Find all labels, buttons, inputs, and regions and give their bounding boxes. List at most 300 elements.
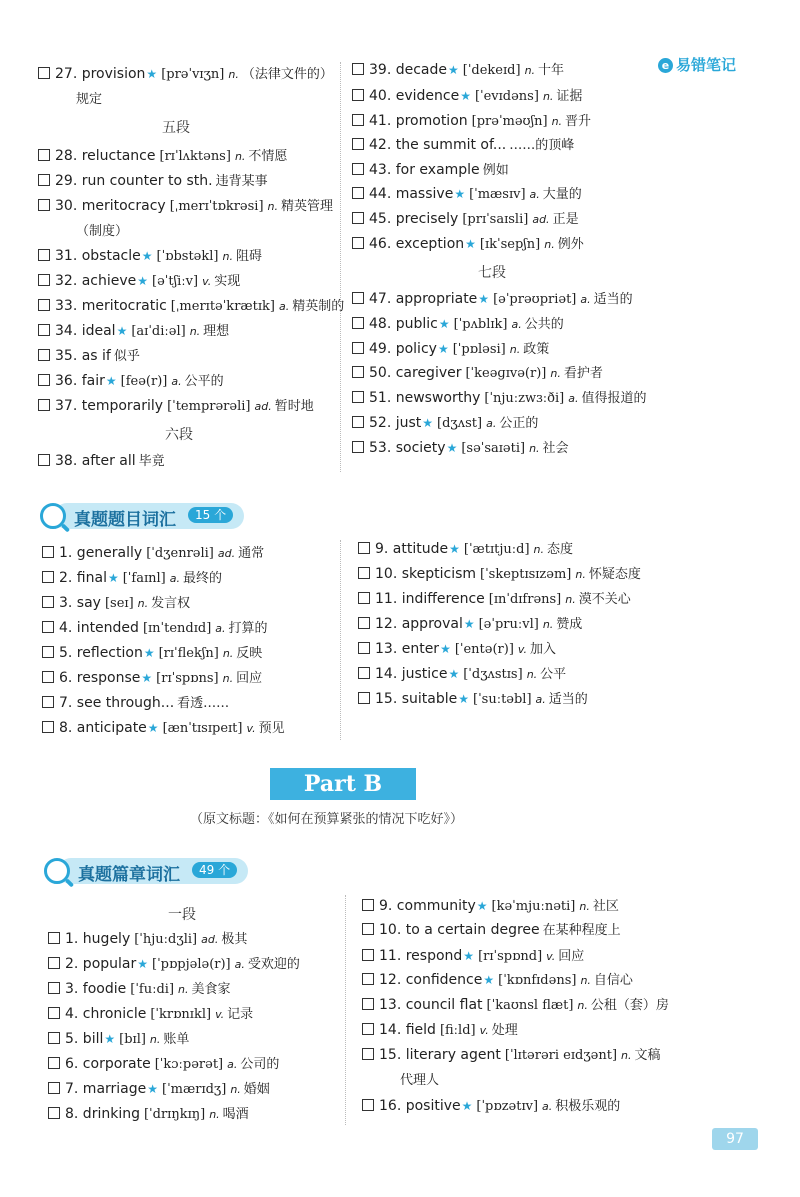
entry-phonetic: [ˈdekeɪd] [462,63,521,78]
vocab-entry [352,363,603,384]
entry-definition: 通常 [238,546,265,561]
entry-definition: 精英制的 [292,299,345,314]
entry-pos: n. [621,1049,632,1062]
star-icon: ★ [463,617,475,631]
entry-phonetic: [ˈnjuːzwɜːði] [484,391,565,406]
checkbox[interactable] [42,571,54,583]
vocab-entry [352,413,538,434]
star-icon: ★ [147,721,159,735]
entry-word: 28. reluctance [55,148,156,164]
checkbox[interactable] [38,249,50,261]
column-divider [340,62,341,472]
entry-word: 9. community [379,898,476,914]
checkbox[interactable] [362,973,374,985]
star-icon: ★ [446,441,458,455]
entry-word: 2. final [59,570,107,586]
entry-word: 1. hugely [65,931,131,947]
vocab-entry [42,618,268,639]
entry-phonetic: [bɪl] [119,1032,146,1047]
entry-pos: a. [529,188,540,201]
checkbox[interactable] [352,89,364,101]
vocab-entry [48,1004,253,1025]
vocab-entry [38,346,140,367]
checkbox[interactable] [38,399,50,411]
checkbox[interactable] [42,621,54,633]
checkbox[interactable] [352,317,364,329]
logo-mark-icon: e [658,58,673,73]
entry-word: 14. justice [375,666,448,682]
section-head-6: 六段 [165,427,193,443]
checkbox[interactable] [42,721,54,733]
entry-phonetic: [ˈkeəɡɪvə(r)] [465,366,547,381]
entry-phonetic: [ˈentə(r)] [454,642,514,657]
vocab-entry [38,321,229,342]
entry-word: 42. the summit of... [369,137,507,153]
entry-pos: a. [486,417,497,430]
star-icon: ★ [458,692,469,706]
entry-word: 8. drinking [65,1106,140,1122]
checkbox[interactable] [48,1082,60,1094]
entry-definition: 适当的 [593,292,633,307]
entry-definition: 公平 [540,667,567,682]
checkbox[interactable] [352,342,364,354]
entry-word: 41. promotion [369,113,468,129]
entry-pos: v. [517,643,527,656]
vocab-entry [38,196,333,217]
entry-word: 34. ideal [55,323,116,339]
entry-definition: 美食家 [191,982,231,997]
checkbox[interactable] [38,149,50,161]
page-number: 97 [712,1128,758,1150]
entry-definition: 极其 [221,932,248,947]
vocab-entry [48,1079,270,1100]
entry-definition: 十年 [538,63,565,78]
entry-definition: 赞成 [556,617,583,632]
entry-definition: 公租（套）房 [590,998,669,1013]
entry-pos: a. [511,318,522,331]
entry-phonetic: [ˌmerɪtəˈkrætɪk] [170,299,275,314]
entry-word: 11. respond [379,948,463,964]
entry-definition: 公平的 [184,374,224,389]
entry-definition: 漠不关心 [578,592,631,607]
entry-phonetic: [ˈɒbstəkl] [156,249,219,264]
vocab-entry [352,234,584,255]
checkbox[interactable] [362,1048,374,1060]
entry-phonetic: [ˈkrɒnɪkl] [150,1007,212,1022]
entry-word: 47. appropriate [369,291,478,307]
entry-phonetic: [kəˈmjuːnəti] [491,899,576,914]
entry-phonetic: [ˈdrɪŋkɪŋ] [143,1107,206,1122]
entry-definition-cont: 代理人 [400,1073,440,1088]
entry-definition: 看透…… [177,696,230,711]
entry-word: 4. chronicle [65,1006,147,1022]
vocab-entry [358,539,573,560]
entry-word: 33. meritocratic [55,298,167,314]
vocab-entry [352,289,633,310]
entry-phonetic: [prɪˈsaɪsli] [462,212,529,227]
star-icon: ★ [440,642,451,656]
entry-pos: ad. [201,933,219,946]
checkbox[interactable] [42,646,54,658]
entry-definition: 适当的 [548,692,588,707]
checkbox[interactable] [358,692,370,704]
entry-word: 3. foodie [65,981,127,997]
vocab-entry [38,171,268,192]
checkbox[interactable] [42,696,54,708]
entry-word: 50. caregiver [369,365,462,381]
checkbox[interactable] [358,617,370,629]
entry-phonetic: [ˈdʒʌstɪs] [463,667,523,682]
magnifier-icon [44,858,70,884]
entry-pos: n. [577,999,588,1012]
checkbox[interactable] [352,292,364,304]
checkbox[interactable] [352,416,364,428]
entry-word: 10. skepticism [375,566,477,582]
checkbox[interactable] [38,67,50,79]
checkbox[interactable] [48,1032,60,1044]
star-icon: ★ [147,1082,159,1096]
entry-definition: 例外 [557,237,584,252]
vocab-entry [48,954,300,975]
star-icon: ★ [104,1032,116,1046]
checkbox[interactable] [48,932,60,944]
entry-phonetic: [aɪˈdiːəl] [131,324,186,339]
banner-title: 真题题目词汇 [74,510,176,530]
vocab-entry [48,1029,189,1050]
entry-pos: v. [479,1024,489,1037]
checkbox[interactable] [38,324,50,336]
entry-definition: 打算的 [228,621,268,636]
checkbox[interactable] [38,349,50,361]
entry-definition-cont: （制度） [76,224,129,239]
entry-definition: 加入 [530,642,557,657]
entry-definition: 积极乐观的 [555,1099,621,1114]
entry-definition: 预见 [258,721,285,736]
star-icon: ★ [460,89,471,103]
entry-pos: a. [171,375,182,388]
entry-phonetic: [ˈpɒzətɪv] [476,1099,539,1114]
vocab-entry [38,451,165,472]
entry-word: 7. marriage [65,1081,147,1097]
entry-definition: 怀疑态度 [588,567,641,582]
checkbox[interactable] [352,163,364,175]
entry-pos: v. [246,722,256,735]
star-icon: ★ [478,292,490,306]
checkbox[interactable] [352,391,364,403]
entry-word: 13. enter [375,641,440,657]
entry-definition: 发言权 [151,596,191,611]
entry-pos: a. [535,693,546,706]
section-head-5: 五段 [162,120,190,136]
entry-word: 2. popular [65,956,137,972]
banner-title: 真题篇章词汇 [78,865,180,885]
entry-definition: 政策 [523,342,550,357]
vocab-entry [352,438,569,459]
entry-definition: 毕竟 [138,454,165,469]
entry-pos: a. [234,958,245,971]
star-icon: ★ [437,342,449,356]
entry-definition: 实现 [214,274,241,289]
entry-definition: ……的顶峰 [509,138,575,153]
star-icon: ★ [465,237,476,251]
checkbox[interactable] [358,642,370,654]
section-head-7: 七段 [478,265,506,281]
entry-definition: 不情愿 [248,149,288,164]
checkbox[interactable] [362,923,374,935]
vocab-entry [352,135,574,156]
entry-definition: 社会 [542,441,569,456]
checkbox[interactable] [42,596,54,608]
vocab-entry [38,396,314,417]
checkbox[interactable] [352,114,364,126]
entry-phonetic: [ˈkɒnfɪdəns] [498,973,577,988]
entry-pos: n. [526,668,538,681]
vocab-entry [362,995,669,1016]
entry-word: 48. public [369,316,438,332]
entry-phonetic: [ˈætɪtjuːd] [463,542,530,557]
checkbox[interactable] [42,546,54,558]
entry-word: 30. meritocracy [55,198,166,214]
entry-definition: （法律文件的） [241,67,333,82]
section-head-1: 一段 [168,907,196,923]
entry-definition: 态度 [547,542,574,557]
entry-phonetic: [fiːld] [439,1023,476,1038]
entry-definition: 受欢迎的 [247,957,300,972]
star-icon: ★ [438,317,450,331]
vocab-entry [358,614,582,635]
entry-definition: 婚姻 [243,1082,270,1097]
checkbox[interactable] [352,237,364,249]
entry-word: 32. achieve [55,273,137,289]
checkbox[interactable] [42,671,54,683]
checkbox[interactable] [38,299,50,311]
banner-question-vocab [40,503,244,529]
entry-pos: a. [215,622,226,635]
entry-phonetic: [prəˈvɪʒn] [161,67,225,82]
entry-pos: n. [189,325,201,338]
vocab-entry [42,668,262,689]
entry-definition: 喝酒 [222,1107,249,1122]
star-icon: ★ [137,274,149,288]
entry-phonetic: [ˌmerɪˈtɒkrəsi] [169,199,264,214]
checkbox[interactable] [352,63,364,75]
entry-phonetic: [seɪ] [104,596,134,611]
entry-word: 4. intended [59,620,139,636]
vocab-entry [38,146,287,167]
entry-definition: 在某种程度上 [542,923,621,938]
star-icon: ★ [107,571,119,585]
entry-phonetic: [ˈdʒenrəli] [146,546,214,561]
checkbox[interactable] [362,899,374,911]
vocab-entry [38,296,344,317]
entry-word: 35. as if [55,348,111,364]
checkbox[interactable] [352,187,364,199]
entry-word: 5. reflection [59,645,143,661]
vocab-entry [362,1096,620,1117]
entry-phonetic: [ˈskeptɪsɪzəm] [480,567,572,582]
entry-phonetic: [əˈpruːvl] [478,617,539,632]
entry-word: 36. fair [55,373,105,389]
entry-word: 43. for example [369,162,480,178]
vocab-entry [362,970,633,991]
entry-word: 44. massive [369,186,454,202]
entry-phonetic: [ˈmæsɪv] [469,187,526,202]
entry-phonetic: [ˈmærɪdʒ] [162,1082,227,1097]
entry-pos: n. [533,543,545,556]
star-icon: ★ [448,667,460,681]
vocab-entry [362,946,584,967]
checkbox[interactable] [352,441,364,453]
checkbox[interactable] [352,366,364,378]
entry-pos: n. [509,343,521,356]
checkbox[interactable] [358,592,370,604]
entry-definition: 违背某事 [215,174,268,189]
checkbox[interactable] [48,1057,60,1069]
checkbox[interactable] [358,667,370,679]
checkbox[interactable] [352,138,364,150]
checkbox[interactable] [362,949,374,961]
checkbox[interactable] [48,982,60,994]
star-icon: ★ [422,416,434,430]
entry-word: 8. anticipate [59,720,147,736]
vocab-entry [48,979,231,1000]
entry-word: 6. corporate [65,1056,151,1072]
entry-definition: 公正的 [499,416,539,431]
entry-word: 14. field [379,1022,436,1038]
entry-pos: n. [575,568,586,581]
entry-definition: 似乎 [113,349,140,364]
entry-word: 31. obstacle [55,248,141,264]
entry-definition: 看护者 [563,366,603,381]
checkbox[interactable] [48,957,60,969]
star-icon: ★ [448,63,459,77]
checkbox[interactable] [38,454,50,466]
entry-definition: 公共的 [524,317,564,332]
entry-phonetic: [rɪˈlʌktəns] [159,149,231,164]
checkbox[interactable] [38,174,50,186]
entry-word: 10. to a certain degree [379,922,540,938]
entry-phonetic: [ˈlɪtərəri eɪdʒənt] [504,1048,618,1063]
entry-pos: n. [137,597,149,610]
magnifier-icon [40,503,66,529]
vocab-entry [352,60,564,81]
vocab-entry [38,371,224,392]
entry-definition: 晋升 [565,114,592,129]
checkbox[interactable] [38,374,50,386]
entry-definition: 暂时地 [274,399,314,414]
vocab-entry [352,86,582,107]
vocab-entry [352,111,591,132]
entry-phonetic: [ˈtemprərəli] [167,399,251,414]
vocab-entry [358,589,631,610]
vocab-entry [48,1054,279,1075]
entry-pos: n. [542,90,554,103]
entry-pos: n. [267,200,278,213]
banner-count-badge: 49 个 [192,862,237,878]
checkbox[interactable] [358,542,370,554]
checkbox[interactable] [362,998,374,1010]
entry-pos: v. [546,950,556,963]
entry-word: 7. see through... [59,695,175,711]
entry-pos: a. [227,1058,238,1071]
checkbox[interactable] [352,212,364,224]
checkbox[interactable] [38,274,50,286]
entry-pos: a. [580,293,591,306]
entry-phonetic: [ˈfaɪnl] [122,571,166,586]
checkbox[interactable] [358,567,370,579]
entry-word: 9. attitude [375,541,449,557]
entry-definition: 精英管理 [281,199,334,214]
checkbox[interactable] [362,1023,374,1035]
entry-pos: a. [542,1100,553,1113]
checkbox[interactable] [38,199,50,211]
entry-pos: n. [565,593,576,606]
entry-pos: n. [579,900,590,913]
entry-definition: 账单 [163,1032,190,1047]
entry-word: 45. precisely [369,211,459,227]
star-icon: ★ [463,949,475,963]
vocab-entry [42,593,190,614]
entry-definition: 阻碍 [235,249,262,264]
entry-pos: ad. [217,547,236,560]
vocab-entry [358,639,556,660]
vocab-entry [362,920,621,941]
entry-definition: 反映 [236,646,263,661]
entry-phonetic: [ɪkˈsepʃn] [479,237,541,252]
entry-word: 40. evidence [369,88,460,104]
entry-word: 38. after all [55,453,136,469]
vocab-entry [48,929,247,950]
star-icon: ★ [449,542,460,556]
checkbox[interactable] [48,1107,60,1119]
vocab-entry [352,209,579,230]
star-icon: ★ [476,899,488,913]
vocab-entry [38,64,333,85]
entry-definition: 正是 [552,212,579,227]
entry-word: 11. indifference [375,591,485,607]
entry-pos: n. [529,442,540,455]
checkbox[interactable] [48,1007,60,1019]
entry-definition: 自信心 [593,973,633,988]
vocab-entry [42,568,222,589]
entry-phonetic: [ˈfuːdi] [130,982,175,997]
entry-word: 39. decade [369,62,447,78]
entry-definition: 证据 [556,89,583,104]
entry-word: 1. generally [59,545,143,561]
entry-word: 5. bill [65,1031,104,1047]
entry-phonetic: [ˈevɪdəns] [474,89,539,104]
entry-phonetic: [ˈkaʊnsl flæt] [486,998,574,1013]
entry-phonetic: [rɪˈspɒns] [156,671,219,686]
entry-word: 53. society [369,440,446,456]
entry-phonetic: [ɪnˈtendɪd] [142,621,212,636]
entry-pos: a. [568,392,579,405]
vocab-entry [352,388,646,409]
entry-pos: n. [580,974,591,987]
entry-word: 15. literary agent [379,1047,501,1063]
entry-pos: n. [551,115,563,128]
entry-definition: 回应 [558,949,585,964]
star-icon: ★ [141,671,153,685]
entry-definition: 理想 [203,324,230,339]
vocab-entry [42,718,285,739]
entry-phonetic: [dʒʌst] [437,416,483,431]
star-icon: ★ [483,973,495,987]
star-icon: ★ [146,67,158,81]
checkbox[interactable] [362,1099,374,1111]
entry-pos: n. [228,68,239,81]
logo-text: 易错笔记 [676,56,737,74]
